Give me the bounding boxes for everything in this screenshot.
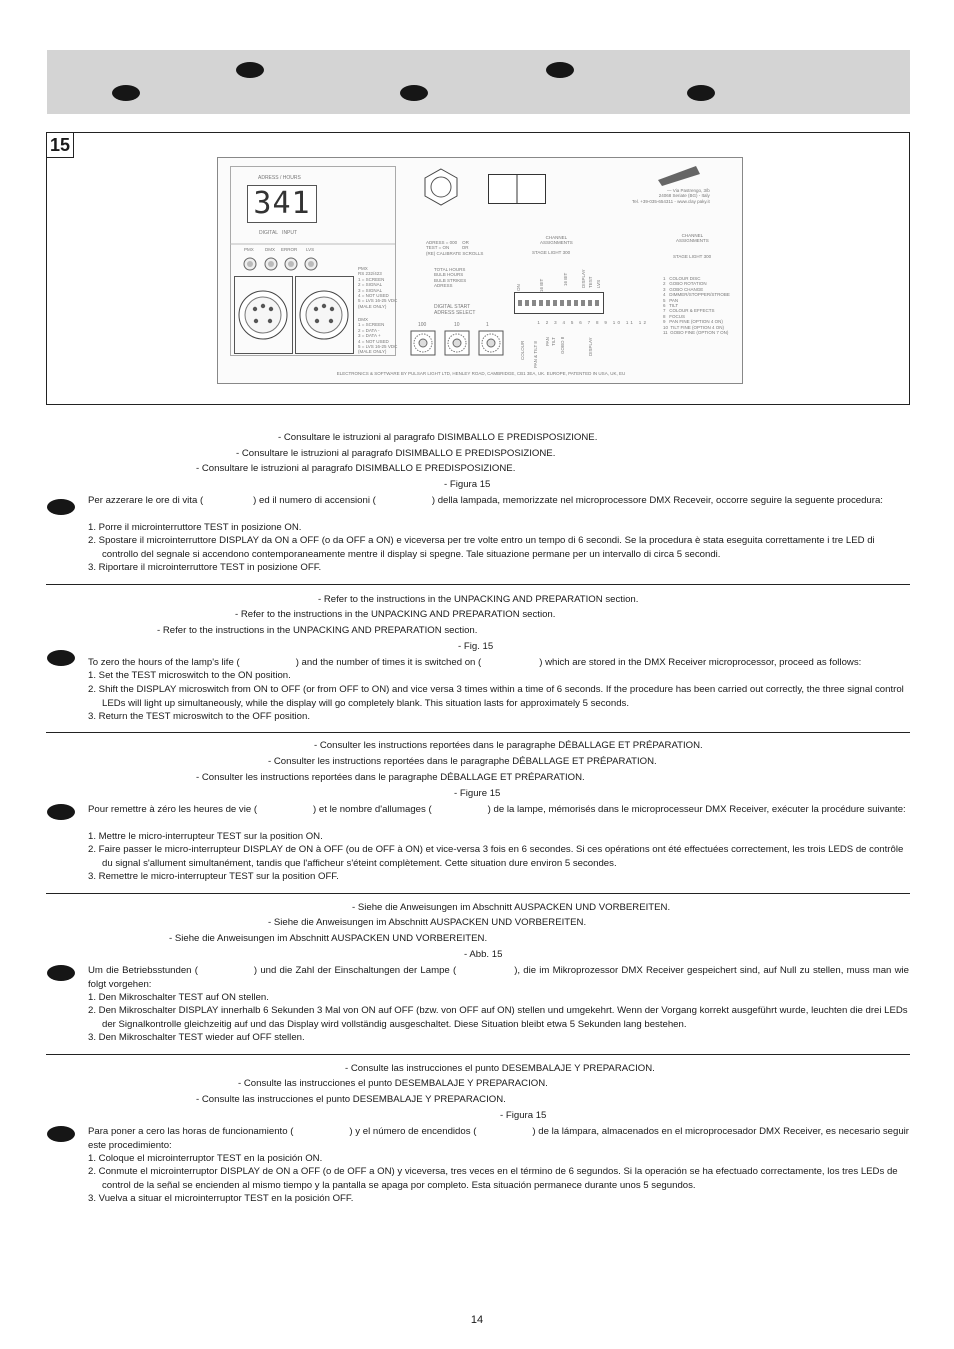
es-step-3: 3. Vuelva a situar el microinterruptor TEST en la posición OFF. [88,1193,354,1204]
language-marker-icon [47,965,75,981]
en-step-3: 3. Return the TEST microswitch to the OFF position. [88,711,310,722]
it-step-3: 3. Riportare il microinterruttore TEST in posizione OFF. [88,562,322,573]
it-step-1: 1. Porre il microinterruttore TEST in posizione ON. [88,522,302,533]
en-step-1: 1. Set the TEST microswitch to the ON position. [88,670,291,681]
it-line-3: - Consultare le istruzioni al paragrafo DISIMBALLO E PREDISPOSIZIONE. [196,463,516,474]
de-line-3: - Siehe die Anweisungen im Abschnitt AUSPACKEN UND VORBEREITEN. [169,933,488,944]
channel-item: 10 TILT FINE (OPTION 4 ON) [663,324,725,330]
it-line-1: - Consultare le istruzioni al paragrafo DISIMBALLO E PREDISPOSIZIONE. [278,432,598,443]
fuse-holder-icon [422,168,460,206]
it-step-2: 2. Spostare il microinterruttore DISPLAY da ON a OFF (o da OFF a ON) e viceversa per tre volte entro un tempo di 6 secondi. Se la procedura è stata eseguita correttamente i tre LED di controllo del segnale si accendono contemporaneamente mentre il display si spegne. Tale situazione permane per un intervallo di circa 5 secondi. [88,535,875,560]
figure-15 [46,132,910,405]
claypaky-logo-icon [656,164,702,186]
language-marker-icon [47,650,75,666]
fr-step-2: 2. Faire passer le micro-interrupteur DISPLAY de ON à OFF (ou de OFF à ON) et vice-versa 3 fois en 6 secondes. Si ces opérations ont été effectuées correctement, les trois LEDS de contrôle du signal s'allument simultanément, tandis que l'afficheur s'éteint complètement. Cette situation dure environ 5 secondes. [88,844,904,869]
channel-item: 8 FOCUS [663,313,686,319]
fr-step-1: 1. Mettre le micro-interrupteur TEST sur la position ON. [88,831,323,842]
dip-switch-block[interactable] [514,292,604,314]
de-step-1: 1. Den Mikroschalter TEST auf ON stellen. [88,992,269,1003]
rotary-label-100: 100 [418,322,427,328]
language-marker-icon [236,62,264,78]
channel-item: 4 DIMMER/STOPPER/STROBE [663,292,730,298]
digital-input-label: DIGITAL INPUT [259,230,298,236]
es-line-3: - Consulte las instrucciones el punto DESEMBALAJE Y PREPARACION. [196,1094,506,1105]
company-address: — Via Pastrengo, 3/b 24068 Seriate (BG) - Italy Tel. +39-035-654311 - www.clay paky.it [632,188,710,204]
led-indicators [240,254,330,274]
channel-item: 5 PAN [663,297,679,303]
stage-light-mid: STAGE LIGHT 300 [532,250,571,255]
page-number: 14 [470,1314,484,1326]
en-intro: To zero the hours of the lamp's life ( ) and the number of times it is switched on ( ) which are stored in the DMX Receiver microprocessor, proceed as follows: [88,657,862,668]
hours-menu-note: TOTAL HOURS BULB HOURS BULB STRIKES ADRESS [434,267,467,289]
en-line-3: - Refer to the instructions in the UNPACKING AND PREPARATION section. [157,625,478,636]
language-marker-icon [400,85,428,101]
channel-item: 3 GOBO CHANGE [663,286,704,292]
channel-assignments-right: CHANNEL ASSIGNMENTS [676,233,709,244]
de-line-2: - Siehe die Anweisungen im Abschnitt AUSPACKEN UND VORBEREITEN. [268,917,587,928]
es-line-1: - Consulte las instrucciones el punto DESEMBALAJE Y PREPARACION. [345,1063,655,1074]
adress-hours-label: ADRESS / HOURS [258,175,301,181]
digital-start-note: DIGITAL START ADRESS SELECT [434,304,476,316]
dip-label-pan: PAN [545,337,550,346]
fr-intro: Pour remettre à zéro les heures de vie ( ) et le nombre d'allumages ( ) de la lampe, mémorisés dans le microprocesseur DMX Receiver, exécuter la procédure suivante: [88,804,906,815]
channel-item: 6 TILT [663,303,679,309]
figure-number: 15 [47,133,74,158]
dip-label-gobo: GOBO 8 [560,336,565,354]
es-figure-ref: - Figura 15 [500,1110,547,1121]
de-step-2: 2. Den Mikroschalter DISPLAY innerhalb 6 Sekunden 3 Mal von ON auf OFF (bzw. von OFF auf ON) stellen und umgekehrt. Wenn der Vorgang korrekt ausgeführt wurde, leuchten die drei LEDs der Signalkontrolle gleichzeitig auf und das Display wird vollständig ausgeschaltet. Diese Situation bleibt etwa 5 Sekunden lang bestehen. [88,1005,908,1030]
dip-label-display-bottom: DISPLAY [588,337,593,356]
panel-footer: ELECTRONICS & SOFTWARE BY PULSAR LIGHT LTD, HENLEY ROAD, CAMBRIDGE, CB1 3EA, UK. EUROPE, PATENTED IN USA, UK, EU [336,371,626,376]
language-marker-icon [47,499,75,515]
en-line-2: - Refer to the instructions in the UNPACKING AND PREPARATION section. [235,609,556,620]
section-divider [46,1054,910,1055]
adress-test-note: ADRESS = 000 OR TEST = ON OR (RE) CALIBRATE SCROLLS [426,240,484,256]
section-divider [46,732,910,733]
dip-label-on: ON [516,284,521,291]
de-line-1: - Siehe die Anweisungen im Abschnitt AUSPACKEN UND VORBEREITEN. [352,902,671,913]
rotary-label-10: 10 [454,322,460,328]
fr-step-3: 3. Remettre le micro-interrupteur TEST sur la position OFF. [88,871,339,882]
led-label-lvs: LVS [306,247,315,252]
seven-segment-display: 341 [247,185,317,223]
channel-item: 2 GOBO ROTATION [663,281,707,287]
en-step-2: 2. Shift the DISPLAY microswitch from ON to OFF (or from OFF to ON) and vice versa 3 times within a time of 6 seconds. If the procedure has been carried out correctly, the three signal control LEDs will light up simultaneously, while the display will go completely blank. This situation lasts for approximately 5 seconds. [88,684,904,709]
dip-label-16bit-b: 16 BIT [563,272,568,286]
fr-line-3: - Consulter les instructions reportées dans le paragraphe DÉBALLAGE ET PRÉPARATION. [196,772,585,783]
language-marker-icon [687,85,715,101]
xlr-connectors-icon [234,276,354,354]
led-label-error: ERROR [281,247,298,252]
fr-line-2: - Consulter les instructions reportées dans le paragraphe DÉBALLAGE ET PRÉPARATION. [268,756,657,767]
language-marker-icon [546,62,574,78]
es-step-1: 1. Coloque el microinterruptor TEST en la posición ON. [88,1153,323,1164]
pmx-pinout: PMX RS 232/423 1 = SCREEN 2 = SIGNAL 3 = SIGNAL 4 = NOT USED 5 = LVS 16-25 VDC (MALE ONLY) [358,266,398,309]
channel-item: 9 PAN FINE (OPTION 4 ON) [663,319,723,325]
dip-label-test: TEST [588,276,593,288]
section-divider [46,893,910,894]
rotary-label-1: 1 [486,322,489,328]
dip-label-tilt: TILT [551,337,556,346]
es-intro: Para poner a cero las horas de funcionamiento ( ) y el número de encendidos ( ) de la lámpara, almacenados en el microprocesador DMX Receiver, es necesario seguir este procedimiento: [88,1126,910,1151]
es-line-2: - Consulte las instrucciones el punto DESEMBALAJE Y PREPARACION. [238,1078,548,1089]
dip-numbers: 1 2 3 4 5 6 7 8 9 10 11 12 [537,320,649,326]
de-step-3: 3. Den Mikroschalter TEST wieder auf OFF stellen. [88,1032,305,1043]
led-label-pmx: PMX [244,247,254,252]
rear-panel-diagram [217,157,743,384]
language-marker-icon [47,804,75,820]
dip-label-pan-tilt: PAN & TILT 8 [533,341,538,368]
en-line-1: - Refer to the instructions in the UNPACKING AND PREPARATION section. [318,594,639,605]
fr-figure-ref: - Figure 15 [454,788,501,799]
language-marker-icon [47,1126,75,1142]
rotary-switches-icon [410,330,506,356]
power-switch-icon [488,174,546,204]
it-figure-ref: - Figura 15 [444,479,491,490]
dip-label-colour: COLOUR [520,340,525,360]
de-intro: Um die Betriebsstunden ( ) und die Zahl der Einschaltungen der Lampe ( ), die im Mikroprozessor DMX Receiver gespeichert sind, auf Null zu stellen, muss man wie folgt vorgehen: [88,965,909,990]
es-step-2: 2. Conmute el microinterruptor DISPLAY de ON a OFF (o de OFF a ON) y viceversa, tres veces en el término de 6 segundos. Si la operación se ha efectuado correctamente, los tres LEDs de control de la señal se encienden al mismo tiempo y la pantalla se apaga por completo. Esta situación permanece durante unos 5 segundos. [88,1166,898,1191]
dip-label-display: DISPLAY [581,269,586,288]
de-figure-ref: - Abb. 15 [464,949,503,960]
it-line-2: - Consultare le istruzioni al paragrafo DISIMBALLO E PREDISPOSIZIONE. [236,448,556,459]
header-band [47,50,910,114]
channel-item: 1 COLOUR DISC [663,276,701,281]
dmx-pinout: DMX 1 = SCREEN 2 = DATA - 3 = DATA + 4 = NOT USED 5 = LVS 16-25 VDC (MALE ONLY) [358,317,398,355]
en-figure-ref: - Fig. 15 [458,641,494,652]
dip-label-16bit-a: 16 BIT [539,278,544,292]
section-divider [46,584,910,585]
stage-light-right: STAGE LIGHT 300 [673,254,712,259]
it-intro: Per azzerare le ore di vita ( ) ed il numero di accensioni ( ) della lampada, memorizzate nel microprocessore DMX Receveir, occorre seguire la seguente procedura: [88,495,883,506]
language-marker-icon [112,85,140,101]
channel-item: 11 GOBO FINE (OPTION 7 ON) [663,330,729,336]
led-label-dmx: DMX [265,247,275,252]
dip-label-lvs: LVS [596,279,601,288]
channel-list [663,276,730,335]
fr-line-1: - Consulter les instructions reportées dans le paragraphe DÉBALLAGE ET PRÉPARATION. [314,740,703,751]
channel-assignments-mid: CHANNEL ASSIGNMENTS [540,235,573,246]
channel-item: 7 COLOUR & EFFECTS [663,308,715,314]
